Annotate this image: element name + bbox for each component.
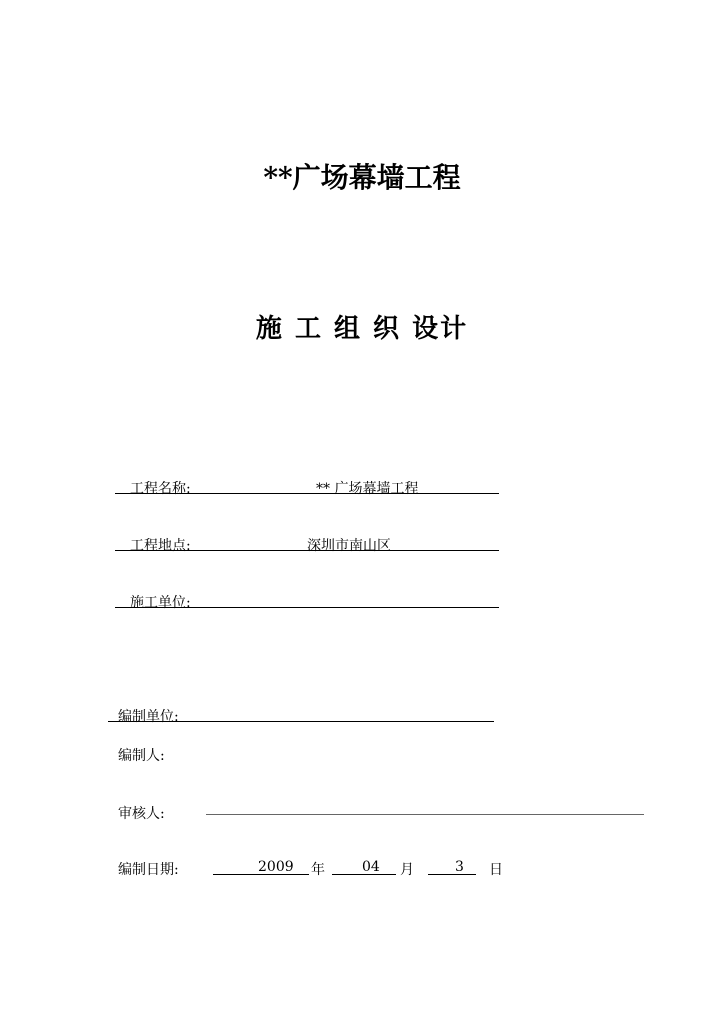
project-location-underline xyxy=(115,550,499,551)
contractor-underline xyxy=(115,607,499,608)
project-name-underline xyxy=(115,493,499,494)
project-location-label: 工程地点: xyxy=(130,538,191,554)
document-subtitle: 施 工 组 织 设计 xyxy=(255,314,469,344)
contractor-label: 施工单位: xyxy=(130,595,191,611)
day-value: 3 xyxy=(455,859,464,875)
document-title: **广场幕墙工程 xyxy=(263,161,461,194)
prep-unit-label: 编制单位: xyxy=(118,709,179,725)
month-unit: 月 xyxy=(400,862,414,878)
day-underline xyxy=(428,874,476,875)
project-name-label: 工程名称: xyxy=(130,481,191,497)
month-value: 04 xyxy=(362,859,380,875)
reviewer-underline xyxy=(206,814,644,815)
project-name-value: ** 广场幕墙工程 xyxy=(316,481,419,497)
day-unit: 日 xyxy=(489,862,503,878)
prep-date-label: 编制日期: xyxy=(118,862,179,878)
year-unit: 年 xyxy=(311,862,325,878)
year-value: 2009 xyxy=(258,859,294,875)
preparer-label: 编制人: xyxy=(118,748,165,764)
reviewer-label: 审核人: xyxy=(118,806,165,822)
project-location-value: 深圳市南山区 xyxy=(307,538,391,554)
prep-unit-underline xyxy=(108,721,494,722)
